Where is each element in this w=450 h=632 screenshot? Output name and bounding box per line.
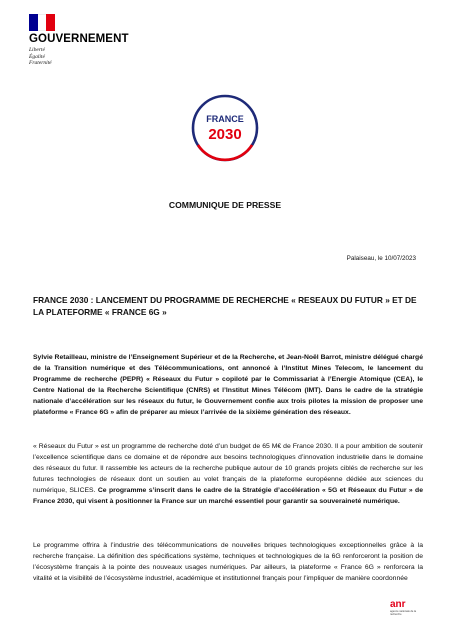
logo-france-text: FRANCE (206, 114, 244, 124)
document-title: FRANCE 2030 : LANCEMENT DU PROGRAMME DE RECHERCHE « RESEAUX DU FUTUR » ET DE LA PLATEFORME « FRANCE 6G » (33, 295, 417, 317)
paragraph-program-bold: Ce programme s’inscrit dans le cadre de la Stratégie d’accélération « 5G et Réseaux du Futur » de France 2030, qui visent à positionner la France sur un marché essentiel pour garantir sa souveraineté numérique. (33, 487, 423, 506)
marianne-flag-icon (29, 14, 55, 31)
logo-year-text: 2030 (208, 126, 242, 143)
motto-liberte: Liberté (29, 47, 45, 53)
government-logo (29, 14, 149, 67)
anr-logo (390, 600, 428, 620)
republic-motto (29, 47, 149, 67)
place-date: Palaiseau, le 10/07/2023 (346, 255, 416, 262)
motto-egalite: Égalité (29, 53, 45, 60)
paragraph-program (33, 441, 423, 508)
logo-ring-red (198, 145, 252, 160)
anr-wordmark: anr (390, 599, 406, 610)
government-wordmark: GOUVERNEMENT (29, 33, 129, 45)
paragraph-intro: Sylvie Retailleau, ministre de l’Enseignement Supérieur et de la Recherche, et Jean-Noël Barrot, ministre délégué chargé de la Transition numérique et des Télécommunications, ont annoncé à l’Institut Mines Telecom, le lancement du Programme de recherche (PEPR) « Réseaux du Futur » copiloté par le Commissariat à l’Energie Atomique (CEA), le Centre National de la Recherche Scientifique (CNRS) et l’Institut Mines Télécom (IMT). Dans le cadre de la stratégie nationale d’accélération sur les réseaux du futur, le Gouvernement confie aux trois pilotes la mission de proposer une plateforme « France 6G » afin de préparer au mieux l’arrivée de la sixième génération des réseaux. (33, 354, 423, 417)
france-2030-logo (190, 93, 260, 163)
motto-fraternite: Fraternité (29, 60, 52, 67)
press-release-heading: COMMUNIQUE DE PRESSE (168, 200, 282, 210)
paragraph-program-text: « Réseaux du Futur » est un programme de recherche doté d’un budget de 65 M€ de France 2030. Il a pour ambition de soutenir l’excellence scientifique dans ce domaine et de répondre aux besoins technologiques d’innovation industrielle dans le domaine des réseaux du futur. Il rassemble les acteurs de la recherche publique autour de 10 grands projets ciblés de recherche sur les futures technologies de réseaux dont un soutien au volet français de la plateforme européenne dédiée aux sciences du numérique, SLICES. (33, 443, 423, 495)
anr-subtitle: agence nationale de la recherche (390, 610, 417, 616)
paragraph-industry: Le programme offrira à l’industrie des télécommunications de nouvelles briques technologiques exceptionnelles grâce à la recherche française. La définition des spécifications système, techniques et technologiques de la 6G renforceront la position de l’écosystème français à la pointe des nouveaux usages numériques. Par ailleurs, la plateforme « France 6G » renforcera la vitalité et la visibilité de l’écosystème industriel, académique et institutionnel français pour l’impliquer de manière coordonnée (33, 542, 423, 583)
